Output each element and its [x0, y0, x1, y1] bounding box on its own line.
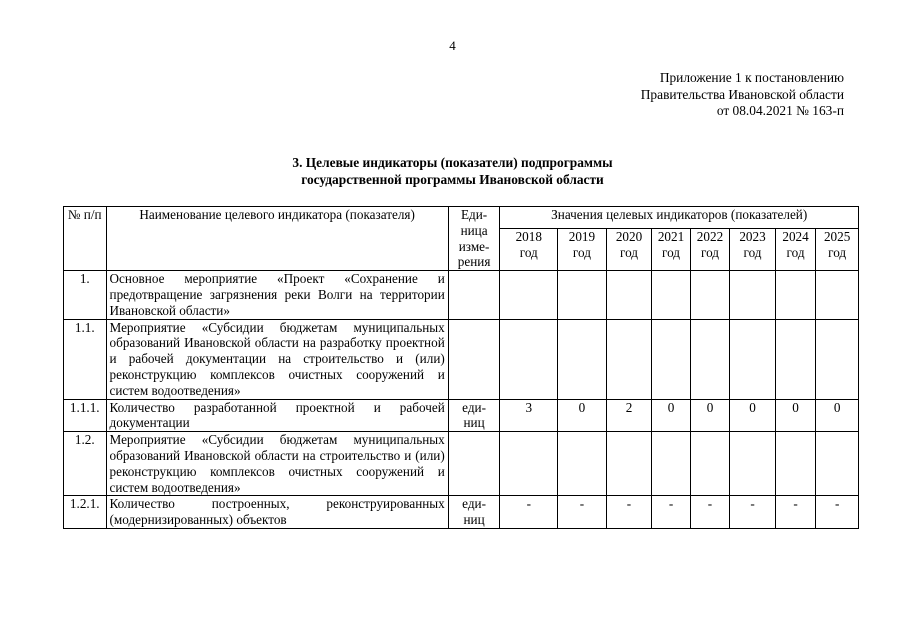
row-value	[775, 319, 816, 399]
row-value: -	[730, 496, 776, 529]
header-year-word: год	[743, 244, 762, 260]
row-name: Основное мероприятие «Проект «Сохранение и предотвращение загрязнения реки Волги на территории Ивановской области»	[106, 271, 448, 319]
header-year-word: год	[662, 244, 681, 260]
row-value: 0	[730, 399, 776, 432]
row-number: 1.1.1.	[64, 399, 107, 432]
header-year	[500, 228, 558, 270]
row-value	[606, 271, 652, 319]
table-row	[64, 399, 859, 432]
row-value	[500, 319, 558, 399]
appendix-line-3: от 08.04.2021 № 163-п	[716, 103, 844, 118]
header-year-value: 2022	[696, 228, 724, 244]
row-value	[730, 319, 776, 399]
row-unit: еди-ниц	[448, 399, 500, 432]
row-value	[690, 271, 729, 319]
header-year	[606, 228, 652, 270]
header-year-value: 2020	[615, 228, 643, 244]
header-year	[652, 228, 690, 270]
header-year-value: 2023	[739, 228, 766, 244]
table-row	[64, 496, 859, 529]
row-value	[652, 319, 690, 399]
row-number: 1.1.	[64, 319, 107, 399]
header-unit: Еди-ница изме-рения	[448, 207, 500, 271]
table-row	[64, 432, 859, 496]
row-value	[606, 319, 652, 399]
row-unit: еди-ниц	[448, 496, 500, 529]
row-value: -	[816, 496, 859, 529]
row-unit	[448, 319, 500, 399]
row-value: 3	[500, 399, 558, 432]
row-value	[500, 271, 558, 319]
row-value: -	[690, 496, 729, 529]
header-year	[558, 228, 607, 270]
row-name: Количество разработанной проектной и рабочей документации	[106, 399, 448, 432]
row-value: 2	[606, 399, 652, 432]
header-year-word: год	[700, 244, 719, 260]
page-number: 4	[449, 38, 456, 53]
row-name: Количество построенных, реконструированных (модернизированных) объектов	[106, 496, 448, 529]
table-row	[64, 319, 859, 399]
header-year-value: 2025	[823, 228, 851, 244]
header-name: Наименование целевого индикатора (показателя)	[106, 207, 448, 271]
row-value	[730, 271, 776, 319]
row-value: 0	[558, 399, 607, 432]
row-value: -	[558, 496, 607, 529]
row-value: -	[500, 496, 558, 529]
header-year-word: год	[828, 244, 847, 260]
header-number: № п/п	[64, 207, 107, 271]
row-value: 0	[652, 399, 690, 432]
header-year	[690, 228, 729, 270]
row-unit	[448, 271, 500, 319]
row-value: -	[652, 496, 690, 529]
appendix-line-2: Правительства Ивановской области	[640, 86, 844, 102]
row-value	[690, 432, 729, 496]
row-value: -	[775, 496, 816, 529]
row-number: 1.	[64, 271, 107, 319]
row-value	[652, 432, 690, 496]
table-body	[64, 271, 859, 529]
row-value	[816, 319, 859, 399]
header-year-value: 2024	[782, 228, 809, 244]
row-value	[500, 432, 558, 496]
row-value: 0	[775, 399, 816, 432]
table-header	[64, 207, 859, 271]
row-value: 0	[816, 399, 859, 432]
appendix-line-1: Приложение 1 к постановлению	[659, 70, 844, 85]
row-number: 1.2.	[64, 432, 107, 496]
document-title	[0, 155, 905, 188]
title-line-2: государственной программы Ивановской области	[301, 171, 604, 187]
row-value	[775, 432, 816, 496]
row-value	[816, 432, 859, 496]
row-value	[690, 319, 729, 399]
header-year-word: год	[519, 244, 538, 260]
header-year-value: 2018	[515, 228, 542, 244]
row-value	[606, 432, 652, 496]
row-value	[558, 271, 607, 319]
row-unit	[448, 432, 500, 496]
header-year	[775, 228, 816, 270]
row-value: 0	[690, 399, 729, 432]
header-year-value: 2019	[568, 228, 596, 244]
row-number: 1.2.1.	[64, 496, 107, 529]
header-year	[730, 228, 776, 270]
header-year-word: год	[619, 244, 638, 260]
row-value	[558, 432, 607, 496]
row-value	[558, 319, 607, 399]
appendix-reference	[641, 70, 844, 120]
header-year-word: год	[572, 244, 591, 260]
row-value	[775, 271, 816, 319]
row-value	[652, 271, 690, 319]
header-year	[816, 228, 859, 270]
title-line-1: 3. Целевые индикаторы (показатели) подпрограммы	[292, 155, 613, 170]
row-name: Мероприятие «Субсидии бюджетам муниципальных образований Ивановской области на разработку проектной и рабочей документации на строительство и (или) реконструкцию комплексов очистных сооружений и систем водоотведения»	[106, 319, 448, 399]
header-year-word: год	[786, 244, 805, 260]
header-values: Значения целевых индикаторов (показателей)	[500, 207, 859, 229]
row-value	[816, 271, 859, 319]
indicators-table	[63, 206, 859, 529]
row-value	[730, 432, 776, 496]
row-name: Мероприятие «Субсидии бюджетам муниципальных образований Ивановской области на строительство и (или) реконструкцию комплексов очистных сооружений и систем водоотведения»	[106, 432, 448, 496]
row-value: -	[606, 496, 652, 529]
table-row	[64, 271, 859, 319]
header-year-value: 2021	[657, 228, 685, 244]
